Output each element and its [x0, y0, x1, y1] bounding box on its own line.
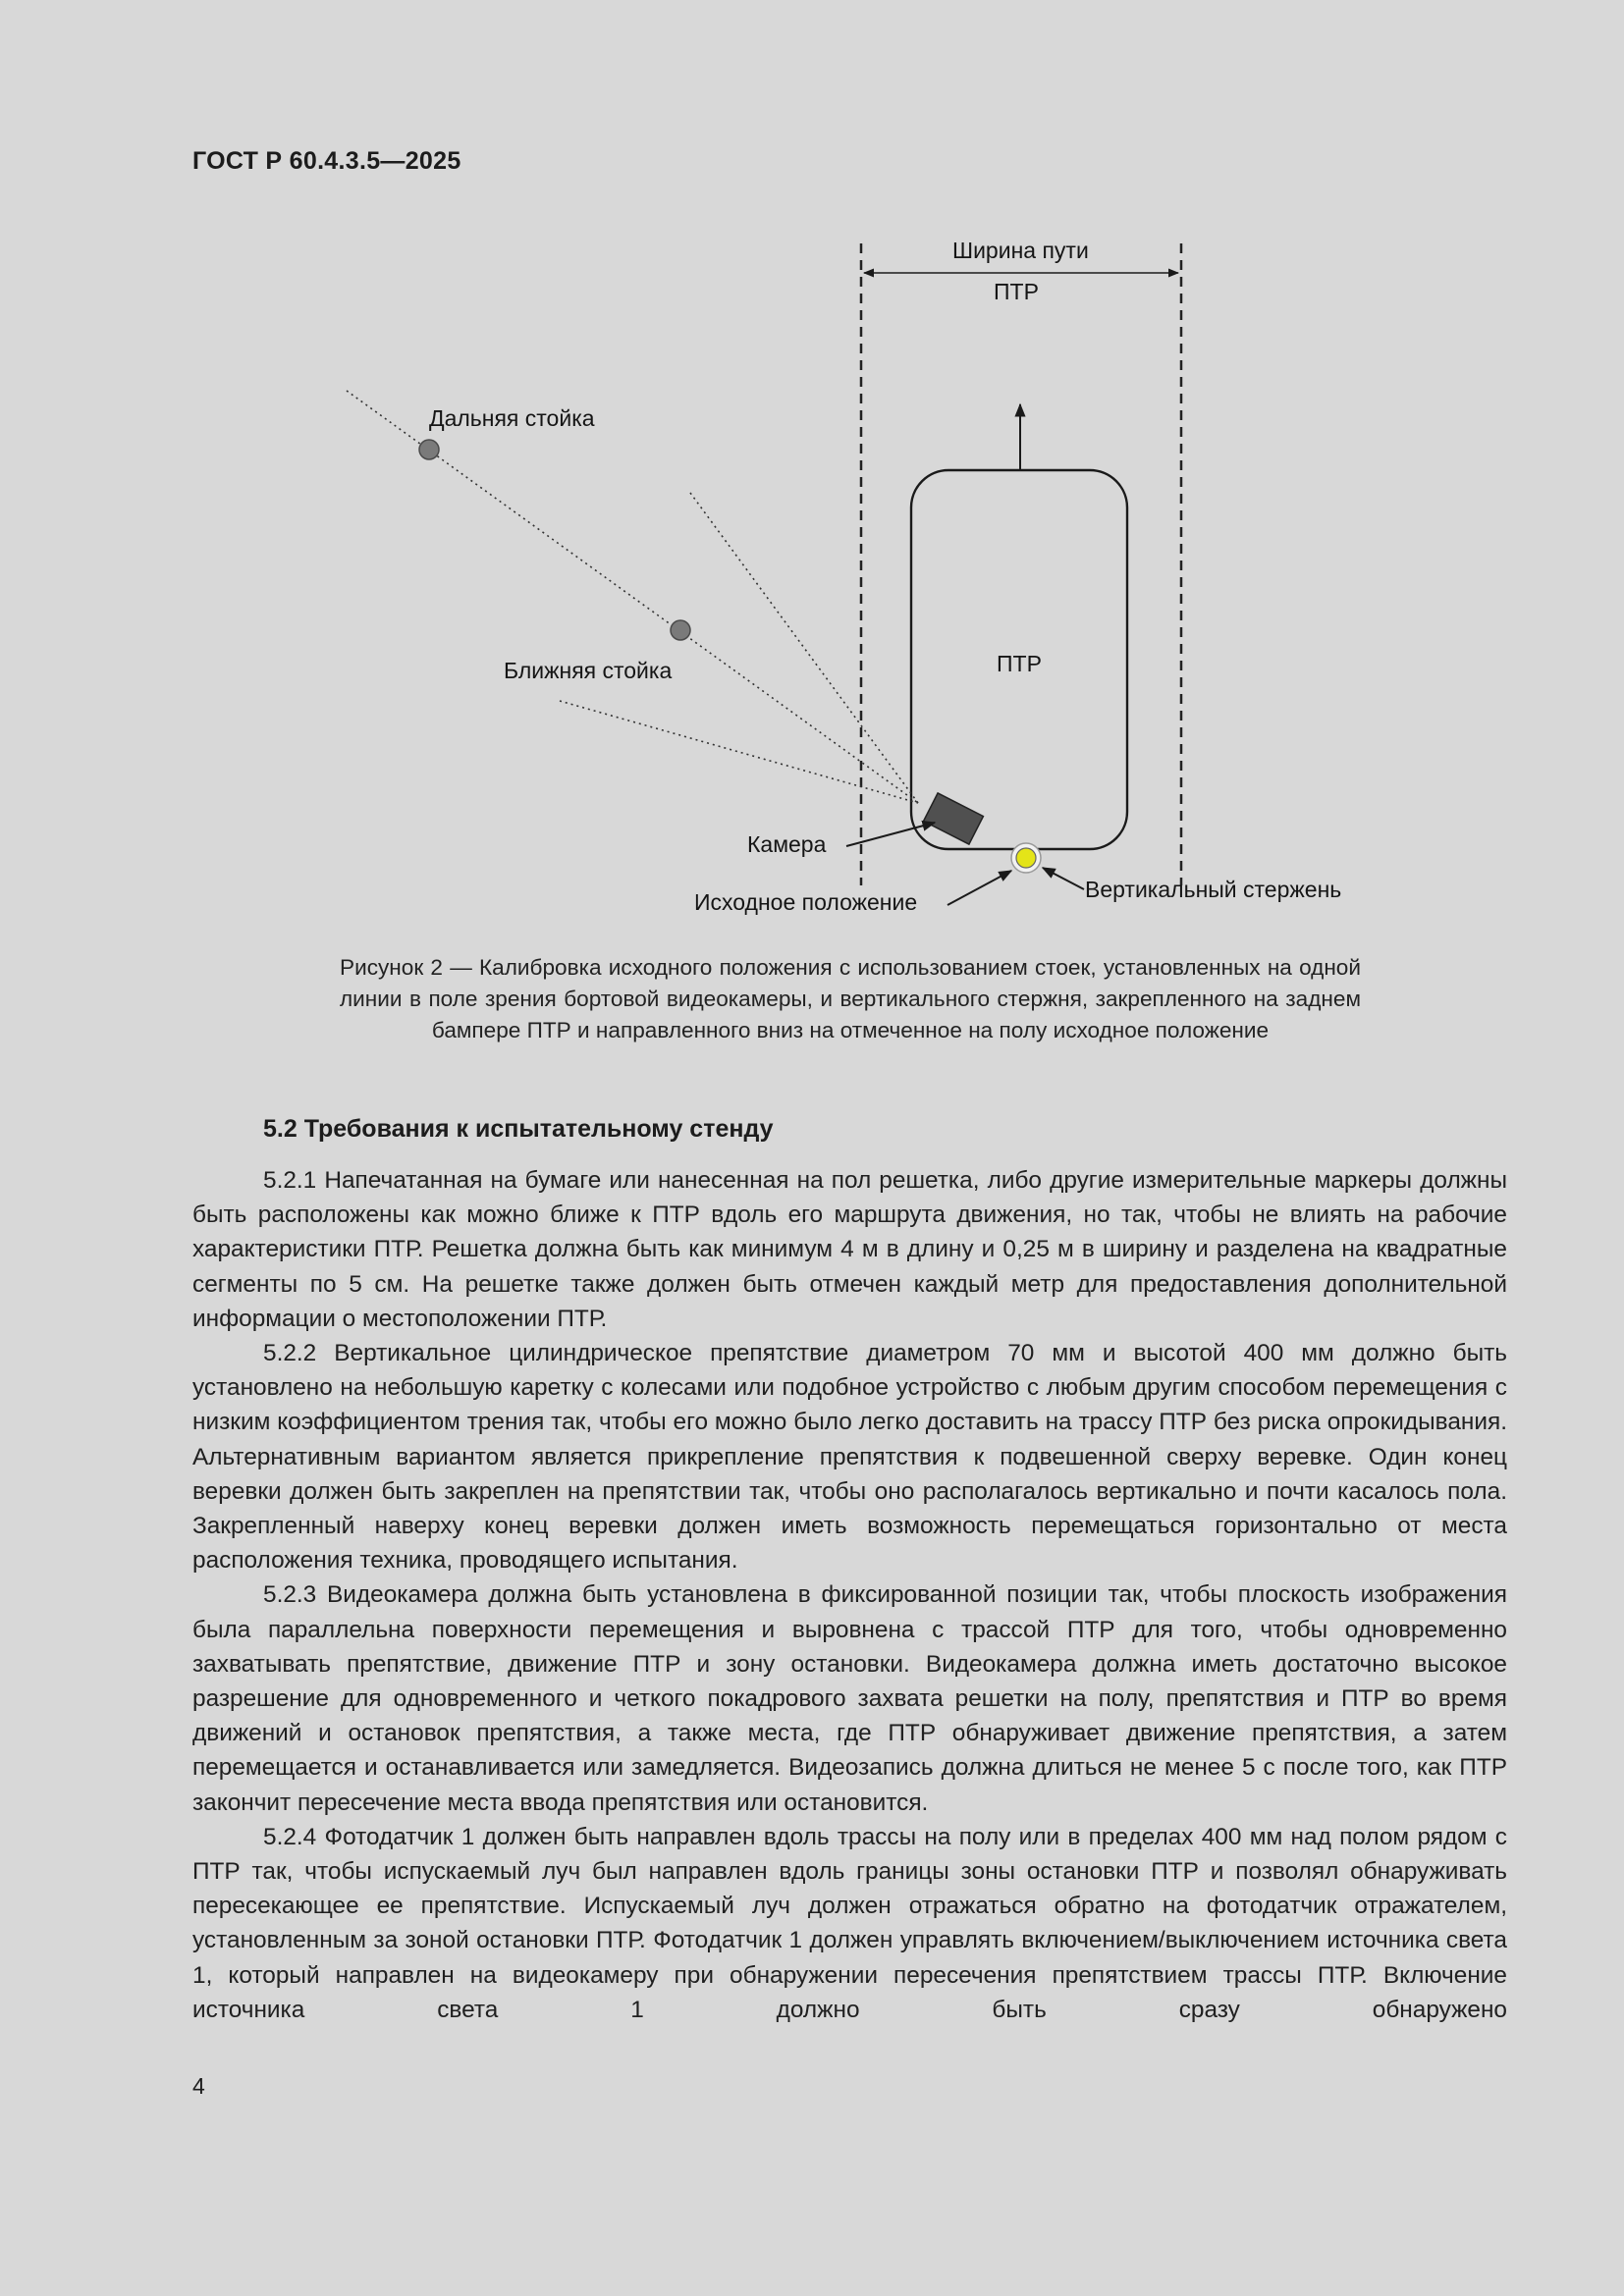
far-post-label: Дальняя стойка: [429, 405, 595, 431]
camera-leader: [846, 823, 935, 846]
path-width-label-line1: Ширина пути: [952, 238, 1089, 263]
calibration-figure: [0, 0, 1624, 982]
figure-caption: Рисунок 2 — Калибровка исходного положения с использованием стоек, установленных на одной линии в поле зрения бортовой видеокамеры, и вертикального стержня, закрепленного на заднем бампере ПТР и направленного вниз на отмеченное на полу исходное положение: [340, 955, 1361, 1042]
sight-line-lower: [560, 701, 918, 803]
vertical-rod-core: [1016, 848, 1036, 868]
paragraph-5-2-3: 5.2.3 Видеокамера должна быть установлена в фиксированной позиции так, чтобы плоскость изображения была параллельна поверхности перемещения и выровнена с трассой ПТР для того, чтобы одновременно захватывать препятствие, движение ПТР и зону остановки. Видеокамера должна иметь достаточно высокое разрешение для одновременного и четкого покадрового захвата решетки на полу, препятствия и ПТР во время движений и остановок препятствия, а также места, где ПТР обнаруживает движение препятствия, а затем перемещается и останавливается или замедляется. Видеозапись должна длиться не менее 5 с после того, как ПТР закончит пересечение места ввода препятствия или остановится.: [192, 1581, 1507, 1816]
paragraph-5-2-4: 5.2.4 Фотодатчик 1 должен быть направлен вдоль трассы на полу или в пределах 400 мм над полом рядом с ПТР так, чтобы испускаемый луч был направлен вдоль границы зоны остановки ПТР и позволял обнаруживать пересекающее ее препятствие. Испускаемый луч должен отражаться обратно на фотодатчик отражателем, установленным за зоной остановки ПТР. Фотодатчик 1 должен управлять включением/выключением источника света 1, который направлен на видеокамеру при обнаружении пересечения препятствием трассы ПТР. Включение источника света 1 должно быть сразу обнаружено: [192, 1823, 1507, 2023]
robot-label: ПТР: [997, 651, 1042, 676]
paragraph-5-2-1: 5.2.1 Напечатанная на бумаге или нанесенная на пол решетка, либо другие измерительные маркеры должны быть расположены как можно ближе к ПТР вдоль его маршрута движения, но так, чтобы не влиять на рабочие характеристики ПТР. Решетка должна быть как минимум 4 м в длину и 0,25 м в ширину и разделена на квадратные сегменты по 5 см. На решетке также должен быть отмечен каждый метр для предоставления дополнительной информации о местоположении ПТР.: [192, 1167, 1507, 1332]
paragraph-5-2-2: 5.2.2 Вертикальное цилиндрическое препятствие диаметром 70 мм и высотой 400 мм должно быть установлено на небольшую каретку с колесами или подобное устройство с любым другим способом перемещения с низким коэффициентом трения так, чтобы его можно было легко доставить на трассу ПТР без риска опрокидывания. Альтернативным вариантом является прикрепление препятствия к подвешенной сверху веревке. Один конец веревки должен быть закреплен на препятствии так, чтобы оно располагалось вертикально и почти касалось пола. Закрепленный наверху конец веревки должен иметь возможность перемещаться горизонтально от места расположения техника, проводящего испытания.: [192, 1340, 1507, 1575]
page-number: 4: [192, 2073, 205, 2099]
section-title: 5.2 Требования к испытательному стенду: [263, 1115, 774, 1143]
document-header: ГОСТ Р 60.4.3.5—2025: [192, 147, 461, 175]
camera-body: [924, 793, 984, 844]
camera-label: Камера: [747, 831, 827, 857]
home-position-leader: [947, 871, 1011, 905]
near-post-label: Ближняя стойка: [504, 658, 673, 683]
sight-line-upper: [690, 493, 918, 803]
near-post-marker: [671, 620, 690, 640]
vertical-rod-leader: [1043, 868, 1084, 889]
path-width-label-line2: ПТР: [994, 279, 1039, 304]
far-post-marker: [419, 440, 439, 459]
vertical-rod-label: Вертикальный стержень: [1085, 877, 1342, 902]
section-body: [192, 1163, 1507, 2027]
home-position-label: Исходное положение: [694, 889, 918, 915]
